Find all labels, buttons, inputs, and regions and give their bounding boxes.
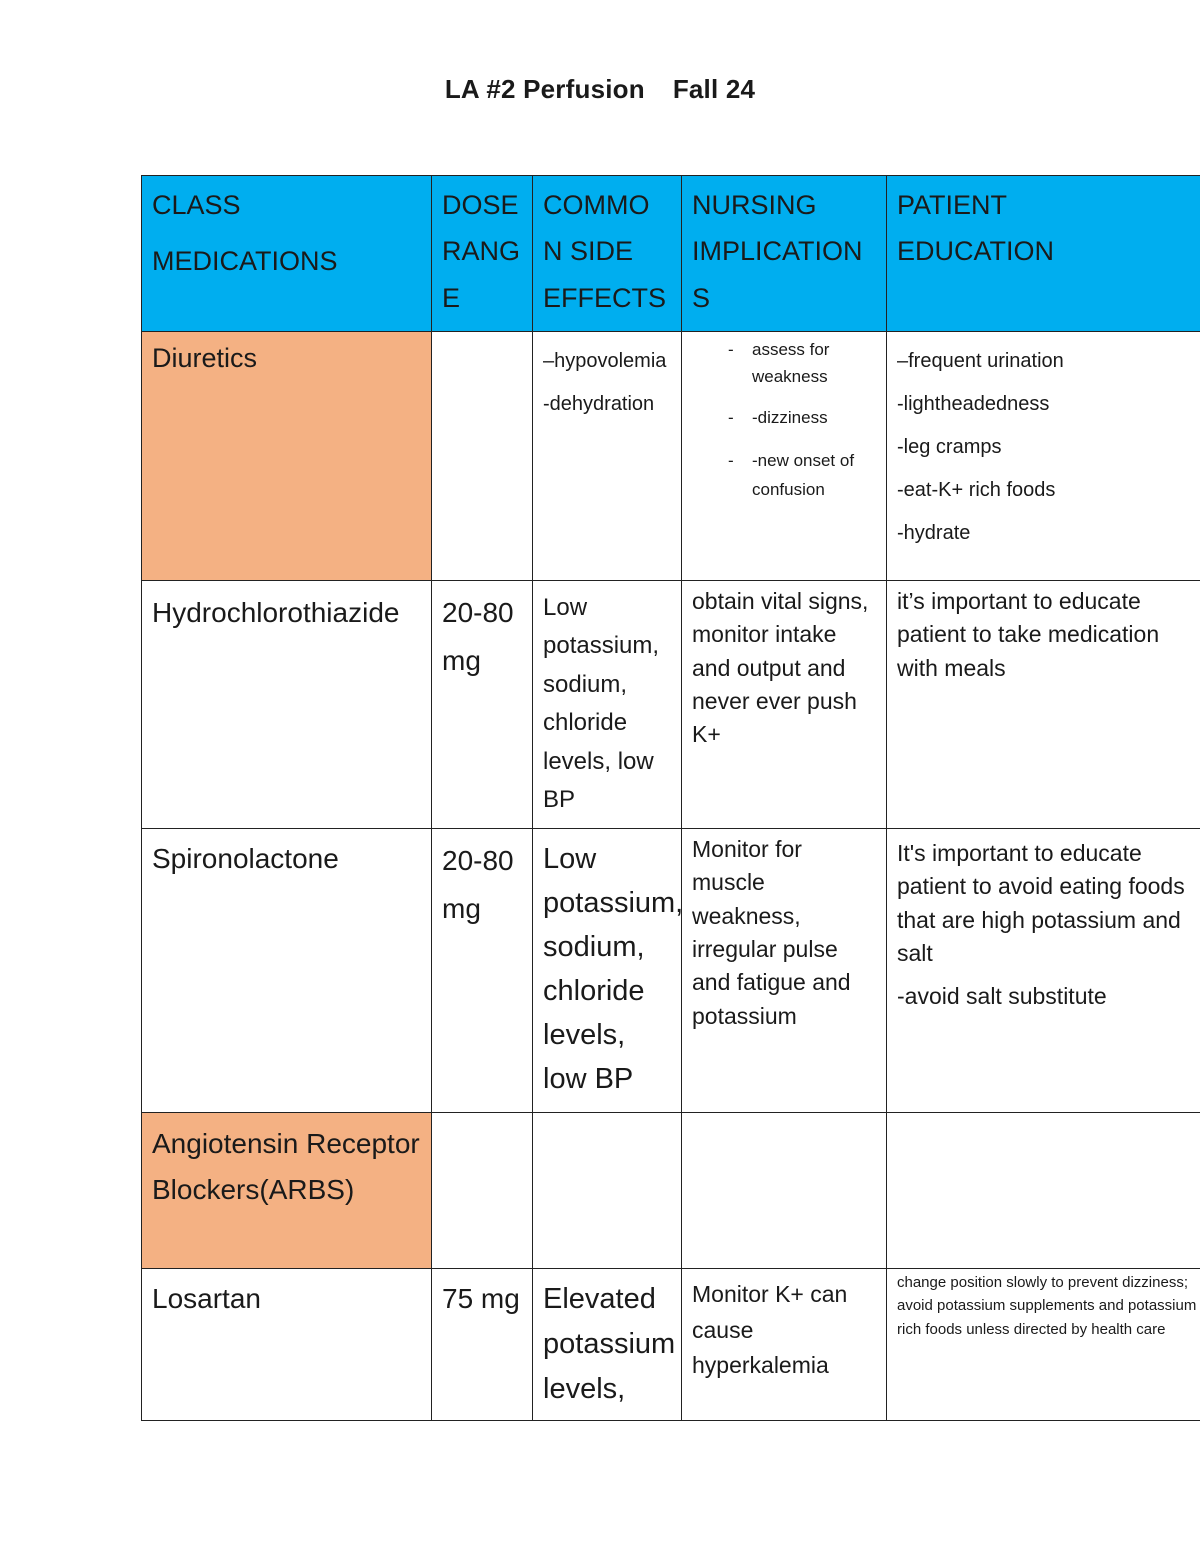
- class-cell-spironolactone: Spironolactone: [142, 829, 432, 1113]
- header-dose-range: DOSE RANG E: [432, 176, 533, 332]
- education-cell: –frequent urination -lightheadedness -leg cramps -eat-K+ rich foods -hydrate: [887, 332, 1200, 581]
- class-cell-arbs: Angiotensin Receptor Blockers(ARBS): [142, 1113, 432, 1269]
- side-effects-cell: Elevated potassium levels,: [533, 1269, 682, 1421]
- list-item: - assess for weakness: [692, 336, 876, 390]
- education-cell: It's important to educate patient to avoid eating foods that are high potassium and salt -avoid salt substitute: [887, 829, 1200, 1113]
- header-nursing-implications: NURSING IMPLICATION S: [682, 176, 887, 332]
- nursing-cell: [682, 332, 887, 581]
- education-cell: [887, 1113, 1200, 1269]
- table-row: [142, 332, 1200, 581]
- table-header-row: [142, 176, 1200, 332]
- title-term: Fall 24: [672, 74, 756, 104]
- class-cell-diuretics: Diuretics: [142, 332, 432, 581]
- education-cell: it’s important to educate patient to take medication with meals: [887, 581, 1200, 829]
- class-cell-hydrochlorothiazide: Hydrochlorothiazide: [142, 581, 432, 829]
- header-side-effects: COMMO N SIDE EFFECTS: [533, 176, 682, 332]
- dose-cell: 20-80 mg: [432, 829, 533, 1113]
- table-row: [142, 1269, 1200, 1421]
- title-text: LA #2 Perfusion: [444, 74, 645, 104]
- table-row: [142, 581, 1200, 829]
- side-effects-cell: Low potassium, sodium, chloride levels, low BP: [533, 581, 682, 829]
- dose-cell: 20-80 mg: [432, 581, 533, 829]
- list-item: - -dizziness: [692, 404, 876, 433]
- side-effects-cell: –hypovolemia -dehydration: [533, 332, 682, 581]
- dose-cell: [432, 1113, 533, 1269]
- list-item: - -new onset of confusion: [692, 447, 876, 505]
- dose-cell: [432, 332, 533, 581]
- header-class-medications: CLASS MEDICATIONS: [142, 176, 432, 332]
- nursing-cell: [682, 1113, 887, 1269]
- nursing-cell: obtain vital signs, monitor intake and output and never ever push K+: [682, 581, 887, 829]
- education-cell: change position slowly to prevent dizziness; avoid potassium supplements and potassium rich foods unless directed by health care: [887, 1269, 1200, 1421]
- side-effects-cell: [533, 1113, 682, 1269]
- header-patient-education: PATIENT EDUCATION: [887, 176, 1200, 332]
- nursing-cell: Monitor K+ can cause hyperkalemia: [682, 1269, 887, 1421]
- class-cell-losartan: Losartan: [142, 1269, 432, 1421]
- nursing-cell: Monitor for muscle weakness, irregular pulse and fatigue and potassium: [682, 829, 887, 1113]
- side-effects-cell: Low potassium, sodium, chloride levels, low BP: [533, 829, 682, 1113]
- table-row: [142, 829, 1200, 1113]
- table-row: [142, 1113, 1200, 1269]
- dose-cell: 75 mg: [432, 1269, 533, 1421]
- page-title: [0, 74, 1200, 105]
- medication-table: [141, 175, 1200, 1421]
